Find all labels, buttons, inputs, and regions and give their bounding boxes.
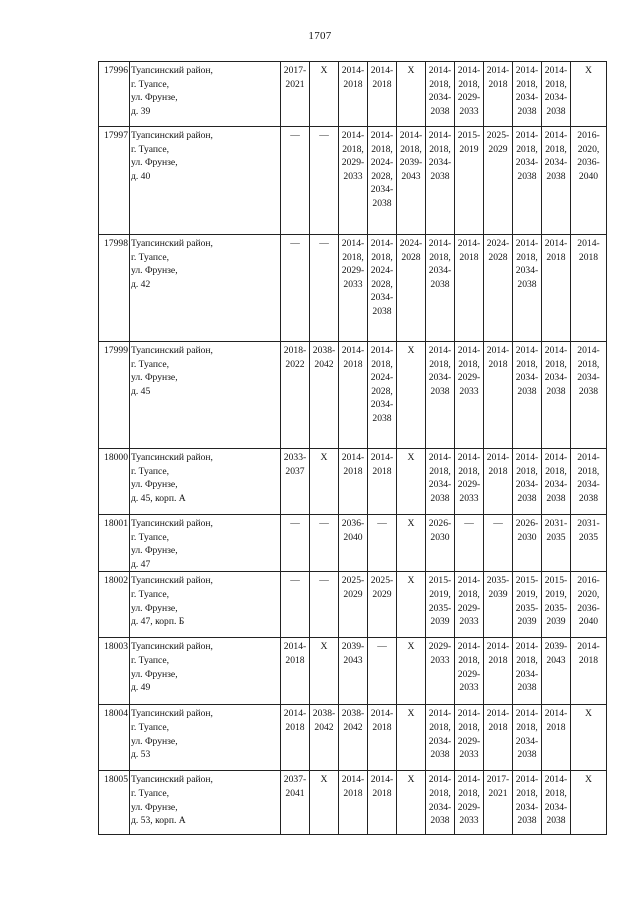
address-line: г. Туапсе, bbox=[131, 654, 169, 666]
period-cell: X bbox=[310, 62, 339, 127]
address-line: ул. Фрунзе, bbox=[131, 372, 178, 384]
period-cell: 2014- 2018, 2034- 2038 bbox=[542, 127, 571, 235]
address-line: ул. Фрунзе, bbox=[131, 92, 178, 104]
period-cell: 2037- 2041 bbox=[281, 771, 310, 835]
period-cell: 2014- 2018, 2034- 2038 bbox=[513, 342, 542, 449]
address-line: Туапсинский район, bbox=[131, 708, 213, 720]
period-cell: X bbox=[571, 62, 607, 127]
period-cell: 2014- 2018 bbox=[368, 62, 397, 127]
address-line: г. Туапсе, bbox=[131, 358, 169, 370]
period-cell: 2014- 2018, 2034- 2038 bbox=[426, 127, 455, 235]
period-cell: — bbox=[455, 515, 484, 572]
period-cell: 2014- 2018, 2034- 2038 bbox=[542, 342, 571, 449]
period-cell: 2014- 2018, 2034- 2038 bbox=[426, 771, 455, 835]
record-number: 18005 bbox=[99, 771, 130, 835]
period-cell: 2014- 2018, 2029- 2033 bbox=[455, 771, 484, 835]
period-cell: — bbox=[484, 515, 513, 572]
period-cell: 2014- 2018 bbox=[484, 62, 513, 127]
address-line: Туапсинский район, bbox=[131, 130, 213, 141]
period-cell: — bbox=[368, 638, 397, 705]
address-line: д. 45, корп. А bbox=[131, 492, 186, 504]
period-cell: 2026- 2030 bbox=[513, 515, 542, 572]
address-line: Туапсинский район, bbox=[131, 238, 213, 249]
period-cell: 2014- 2018, 2034- 2038 bbox=[542, 62, 571, 127]
period-cell: — bbox=[310, 235, 339, 342]
address-line: Туапсинский район, bbox=[131, 575, 213, 587]
period-cell: 2014- 2018, 2034- 2038 bbox=[513, 771, 542, 835]
period-cell: X bbox=[397, 572, 426, 638]
period-cell: — bbox=[281, 572, 310, 638]
table-row bbox=[99, 705, 607, 771]
address-cell bbox=[130, 515, 281, 572]
record-number: 18001 bbox=[99, 515, 130, 572]
period-cell: — bbox=[281, 515, 310, 572]
period-cell: 2014- 2018 bbox=[484, 638, 513, 705]
period-cell: 2016- 2020, 2036- 2040 bbox=[571, 572, 607, 638]
address-line: ул. Фрунзе, bbox=[131, 801, 178, 813]
period-cell: 2014- 2018 bbox=[571, 638, 607, 705]
record-number: 18000 bbox=[99, 449, 130, 515]
period-cell: 2014- 2018 bbox=[484, 705, 513, 771]
period-cell: 2014- 2018 bbox=[571, 235, 607, 342]
period-cell: — bbox=[281, 235, 310, 342]
address-cell bbox=[130, 342, 281, 449]
address-line: Туапсинский район, bbox=[131, 452, 213, 463]
period-cell: 2014- 2018, 2034- 2038 bbox=[513, 235, 542, 342]
address-line: Туапсинский район, bbox=[131, 65, 213, 76]
address-cell bbox=[130, 127, 281, 235]
period-cell: 2014- 2018, 2029- 2033 bbox=[339, 235, 368, 342]
address-line: ул. Фрунзе, bbox=[131, 735, 178, 747]
period-cell: 2026- 2030 bbox=[426, 515, 455, 572]
period-cell: 2014- 2018 bbox=[339, 449, 368, 515]
period-cell: 2015- 2019, 2035- 2039 bbox=[513, 572, 542, 638]
period-cell: 2014- 2018 bbox=[281, 705, 310, 771]
period-cell: — bbox=[310, 127, 339, 235]
period-cell: 2038- 2042 bbox=[339, 705, 368, 771]
period-cell: 2014- 2018, 2034- 2038 bbox=[542, 771, 571, 835]
period-cell: 2014- 2018, 2034- 2038 bbox=[513, 705, 542, 771]
period-cell: X bbox=[571, 705, 607, 771]
address-line: ул. Фрунзе, bbox=[131, 265, 178, 277]
period-cell: 2014- 2018, 2034- 2038 bbox=[426, 235, 455, 342]
address-line: д. 42 bbox=[131, 278, 151, 290]
housing-register-table bbox=[98, 61, 607, 835]
period-cell: 2014- 2018, 2034- 2038 bbox=[513, 638, 542, 705]
period-cell: 2039- 2043 bbox=[339, 638, 368, 705]
table-row bbox=[99, 572, 607, 638]
period-cell: X bbox=[397, 342, 426, 449]
period-cell: 2014- 2018, 2029- 2033 bbox=[339, 127, 368, 235]
address-line: ул. Фрунзе, bbox=[131, 668, 178, 680]
table-row bbox=[99, 235, 607, 342]
period-cell: 2014- 2018, 2034- 2038 bbox=[571, 342, 607, 449]
period-cell: X bbox=[397, 638, 426, 705]
period-cell: 2014- 2018 bbox=[339, 771, 368, 835]
address-line: г. Туапсе, bbox=[131, 721, 169, 733]
record-number: 17996 bbox=[99, 62, 130, 127]
period-cell: 2031- 2035 bbox=[571, 515, 607, 572]
period-cell: 2017- 2021 bbox=[484, 771, 513, 835]
address-cell bbox=[130, 62, 281, 127]
period-cell: 2038- 2042 bbox=[310, 342, 339, 449]
period-cell: 2014- 2018 bbox=[281, 638, 310, 705]
address-line: г. Туапсе, bbox=[131, 78, 169, 90]
address-line: д. 53, корп. А bbox=[131, 815, 186, 827]
period-cell: 2014- 2018, 2024- 2028, 2034- 2038 bbox=[368, 127, 397, 235]
address-line: ул. Фрунзе, bbox=[131, 602, 178, 614]
period-cell: 2014- 2018, 2034- 2038 bbox=[513, 449, 542, 515]
period-cell: 2014- 2018 bbox=[339, 342, 368, 449]
address-line: д. 47 bbox=[131, 558, 151, 570]
period-cell: — bbox=[368, 515, 397, 572]
address-cell bbox=[130, 235, 281, 342]
address-cell bbox=[130, 638, 281, 705]
period-cell: 2036- 2040 bbox=[339, 515, 368, 572]
record-number: 17999 bbox=[99, 342, 130, 449]
period-cell: X bbox=[571, 771, 607, 835]
period-cell: X bbox=[397, 705, 426, 771]
address-line: д. 49 bbox=[131, 682, 151, 694]
period-cell: 2014- 2018, 2029- 2033 bbox=[455, 449, 484, 515]
page-number: 1707 bbox=[308, 30, 332, 42]
period-cell: 2024- 2028 bbox=[397, 235, 426, 342]
period-cell: 2025- 2029 bbox=[484, 127, 513, 235]
period-cell: X bbox=[310, 449, 339, 515]
table-row bbox=[99, 638, 607, 705]
period-cell: X bbox=[397, 515, 426, 572]
period-cell: 2014- 2018 bbox=[368, 705, 397, 771]
address-cell bbox=[130, 771, 281, 835]
period-cell: — bbox=[281, 127, 310, 235]
table-row bbox=[99, 127, 607, 235]
record-number: 17998 bbox=[99, 235, 130, 342]
period-cell: 2015- 2019, 2035- 2039 bbox=[426, 572, 455, 638]
period-cell: 2015- 2019, 2035- 2039 bbox=[542, 572, 571, 638]
address-cell bbox=[130, 449, 281, 515]
address-line: д. 53 bbox=[131, 749, 151, 761]
period-cell: 2017- 2021 bbox=[281, 62, 310, 127]
period-cell: X bbox=[397, 62, 426, 127]
period-cell: 2014- 2018, 2024- 2028, 2034- 2038 bbox=[368, 235, 397, 342]
table-row bbox=[99, 771, 607, 835]
period-cell: 2014- 2018 bbox=[542, 235, 571, 342]
period-cell: 2014- 2018, 2034- 2038 bbox=[571, 449, 607, 515]
period-cell: 2024- 2028 bbox=[484, 235, 513, 342]
period-cell: 2014- 2018, 2029- 2033 bbox=[455, 638, 484, 705]
period-cell: — bbox=[310, 515, 339, 572]
period-cell: 2014- 2018 bbox=[339, 62, 368, 127]
address-line: ул. Фрунзе, bbox=[131, 479, 178, 491]
period-cell: 2014- 2018, 2034- 2038 bbox=[542, 449, 571, 515]
period-cell: 2016- 2020, 2036- 2040 bbox=[571, 127, 607, 235]
address-line: д. 47, корп. Б bbox=[131, 616, 185, 628]
address-line: г. Туапсе, bbox=[131, 143, 169, 155]
period-cell: 2038- 2042 bbox=[310, 705, 339, 771]
period-cell: 2015- 2019 bbox=[455, 127, 484, 235]
period-cell: 2031- 2035 bbox=[542, 515, 571, 572]
period-cell: 2014- 2018, 2034- 2038 bbox=[426, 449, 455, 515]
address-line: Туапсинский район, bbox=[131, 345, 213, 356]
record-number: 18003 bbox=[99, 638, 130, 705]
address-line: Туапсинский район, bbox=[131, 774, 213, 786]
address-line: г. Туапсе, bbox=[131, 787, 169, 799]
period-cell: X bbox=[397, 449, 426, 515]
period-cell: 2014- 2018 bbox=[542, 705, 571, 771]
record-number: 17997 bbox=[99, 127, 130, 235]
address-cell bbox=[130, 705, 281, 771]
period-cell: 2029- 2033 bbox=[426, 638, 455, 705]
period-cell: 2014- 2018 bbox=[455, 235, 484, 342]
table-row bbox=[99, 62, 607, 127]
period-cell: 2014- 2018 bbox=[484, 342, 513, 449]
address-line: д. 40 bbox=[131, 170, 151, 182]
period-cell: 2014- 2018, 2034- 2038 bbox=[513, 62, 542, 127]
address-line: Туапсинский район, bbox=[131, 641, 213, 653]
period-cell: 2014- 2018, 2034- 2038 bbox=[426, 342, 455, 449]
period-cell: 2035- 2039 bbox=[484, 572, 513, 638]
period-cell: 2014- 2018, 2029- 2033 bbox=[455, 572, 484, 638]
period-cell: 2014- 2018, 2024- 2028, 2034- 2038 bbox=[368, 342, 397, 449]
period-cell: 2014- 2018 bbox=[368, 449, 397, 515]
address-line: ул. Фрунзе, bbox=[131, 545, 178, 557]
period-cell: X bbox=[310, 638, 339, 705]
period-cell: 2014- 2018, 2029- 2033 bbox=[455, 705, 484, 771]
period-cell: 2039- 2043 bbox=[542, 638, 571, 705]
period-cell: 2014- 2018, 2039- 2043 bbox=[397, 127, 426, 235]
table-row bbox=[99, 515, 607, 572]
period-cell: X bbox=[310, 771, 339, 835]
period-cell: 2014- 2018, 2034- 2038 bbox=[426, 62, 455, 127]
period-cell: 2014- 2018, 2029- 2033 bbox=[455, 62, 484, 127]
record-number: 18004 bbox=[99, 705, 130, 771]
period-cell: X bbox=[397, 771, 426, 835]
record-number: 18002 bbox=[99, 572, 130, 638]
period-cell: — bbox=[310, 572, 339, 638]
period-cell: 2014- 2018, 2029- 2033 bbox=[455, 342, 484, 449]
address-line: г. Туапсе, bbox=[131, 251, 169, 263]
address-cell bbox=[130, 572, 281, 638]
period-cell: 2014- 2018 bbox=[484, 449, 513, 515]
period-cell: 2018- 2022 bbox=[281, 342, 310, 449]
address-line: д. 45 bbox=[131, 385, 151, 397]
address-line: г. Туапсе, bbox=[131, 588, 169, 600]
period-cell: 2014- 2018 bbox=[368, 771, 397, 835]
period-cell: 2025- 2029 bbox=[339, 572, 368, 638]
table-row bbox=[99, 449, 607, 515]
period-cell: 2033- 2037 bbox=[281, 449, 310, 515]
address-line: г. Туапсе, bbox=[131, 465, 169, 477]
period-cell: 2014- 2018, 2034- 2038 bbox=[426, 705, 455, 771]
address-line: д. 39 bbox=[131, 105, 151, 117]
period-cell: 2025- 2029 bbox=[368, 572, 397, 638]
address-line: Туапсинский район, bbox=[131, 518, 213, 529]
table-row bbox=[99, 342, 607, 449]
address-line: г. Туапсе, bbox=[131, 531, 169, 543]
period-cell: 2014- 2018, 2034- 2038 bbox=[513, 127, 542, 235]
address-line: ул. Фрунзе, bbox=[131, 157, 178, 169]
